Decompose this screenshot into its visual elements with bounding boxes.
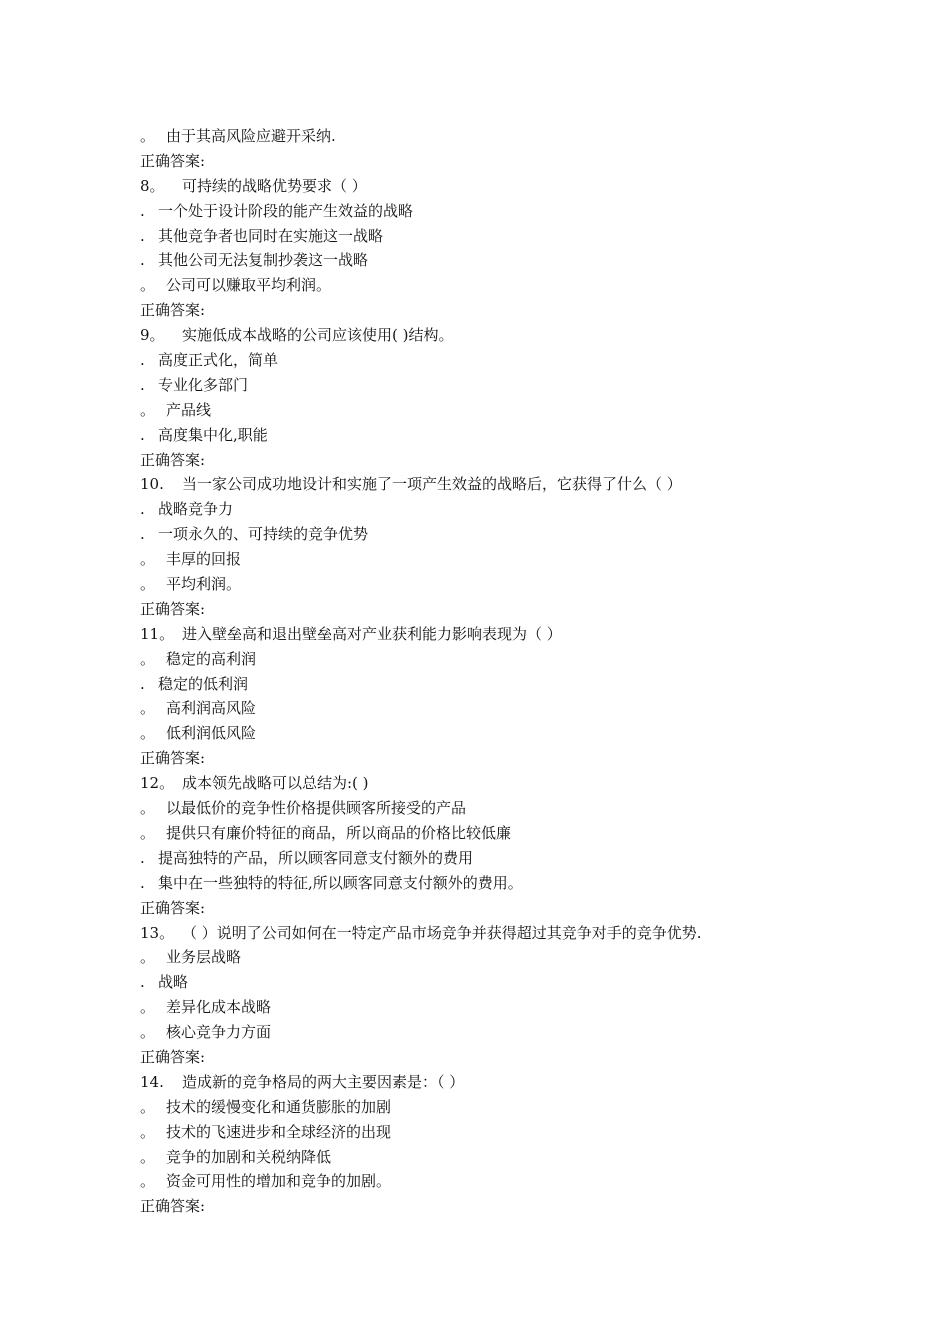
option-line (140, 522, 920, 547)
option-marker: 。 (140, 550, 156, 569)
option-line (140, 821, 920, 846)
option-text: 稳定的低利润 (158, 674, 249, 693)
option-line (140, 1120, 920, 1145)
question-text: 实施低成本战略的公司应该使用( )结构。 (182, 326, 454, 345)
option-text: 产品线 (166, 400, 212, 419)
option-text: 提供只有廉价特征的商品，所以商品的价格比较低廉 (166, 823, 512, 842)
option-text: 资金可用性的增加和竞争的加剧。 (166, 1172, 392, 1191)
option-marker: 。 (140, 400, 156, 419)
option-marker: 。 (140, 998, 156, 1017)
option-marker: 。 (140, 1147, 156, 1166)
option-line (140, 647, 920, 672)
option-marker: . (140, 500, 145, 519)
option-marker: . (140, 973, 145, 992)
question-number: 14. (140, 1072, 164, 1091)
question-text: 进入壁垒高和退出壁垒高对产业获利能力影响表现为（ ） (182, 624, 562, 643)
option-marker: . (140, 674, 145, 693)
option-line (140, 945, 920, 970)
option-text: 技术的飞速进步和全球经济的出现 (166, 1122, 392, 1141)
option-marker: . (140, 251, 145, 270)
answer-label: 正确答案: (140, 1197, 206, 1216)
option-line (140, 547, 920, 572)
option-text: 差异化成本战略 (166, 998, 272, 1017)
option-marker: 。 (140, 948, 156, 967)
question-line (140, 921, 920, 946)
option-line (140, 497, 920, 522)
option-text: 集中在一些独特的特征,所以顾客同意支付额外的费用。 (158, 873, 523, 892)
option-marker: . (140, 873, 145, 892)
option-marker: 。 (140, 127, 156, 145)
answer-label: 正确答案: (140, 1047, 206, 1066)
question-line (140, 472, 920, 497)
option-line (140, 199, 920, 224)
option-line (140, 1145, 920, 1170)
option-marker: . (140, 226, 145, 245)
question-block (140, 323, 920, 472)
option-marker: 。 (140, 724, 156, 743)
document-body (140, 124, 920, 1219)
question-line (140, 323, 920, 348)
option-line (140, 398, 920, 423)
answer-label: 正确答案: (140, 301, 206, 320)
question-number: 8。 (140, 176, 165, 195)
option-text: 以最低价的竞争性价格提供顾客所接受的产品 (166, 799, 467, 818)
answer-label: 正确答案: (140, 450, 206, 469)
option-line (140, 846, 920, 871)
option-text: 低利润低风险 (166, 724, 257, 743)
option-marker: 。 (140, 276, 156, 295)
option-marker: . (140, 425, 145, 444)
option-line (140, 696, 920, 721)
option-line (140, 1169, 920, 1194)
option-marker: . (140, 351, 145, 370)
question-number: 13。 (140, 923, 175, 942)
question-text: 可持续的战略优势要求（ ） (182, 176, 367, 195)
option-text: 技术的缓慢变化和通货膨胀的加剧 (166, 1097, 392, 1116)
question-block (140, 921, 920, 1070)
option-line (140, 273, 920, 298)
question-line (140, 174, 920, 199)
question-block (140, 472, 920, 621)
option-text: 高度集中化,职能 (158, 425, 268, 444)
option-text: 高度正式化，简单 (158, 351, 279, 370)
option-line (140, 995, 920, 1020)
option-text: 一项永久的、可持续的竞争优势 (158, 525, 369, 544)
option-text: 战略竞争力 (158, 500, 234, 519)
option-marker: . (140, 525, 145, 544)
question-block (140, 174, 920, 323)
option-marker: 。 (140, 1097, 156, 1116)
option-text: 平均利润。 (166, 575, 242, 594)
question-line (140, 771, 920, 796)
question-number: 11。 (140, 624, 175, 643)
option-text: 其他竞争者也同时在实施这一战略 (158, 226, 384, 245)
option-marker: 。 (140, 823, 156, 842)
option-line (140, 1095, 920, 1120)
option-text: 业务层战略 (166, 948, 242, 967)
option-marker: 。 (140, 649, 156, 668)
option-text: 公司可以赚取平均利润。 (166, 276, 332, 295)
option-line (140, 970, 920, 995)
option-marker: 。 (140, 1023, 156, 1042)
option-text: 竞争的加剧和关税纳降低 (166, 1147, 332, 1166)
option-marker: 。 (140, 575, 156, 594)
option-line (140, 248, 920, 273)
option-line (140, 423, 920, 448)
question-text: 造成新的竞争格局的两大主要因素是：（ ） (182, 1072, 465, 1091)
option-text: 核心竞争力方面 (166, 1023, 272, 1042)
option-line (140, 721, 920, 746)
option-marker: 。 (140, 1122, 156, 1141)
option-line (140, 672, 920, 697)
question-block (140, 124, 920, 174)
option-text: 由于其高风险应避开采纳. (166, 127, 336, 145)
option-text: 提高独特的产品，所以顾客同意支付额外的费用 (158, 848, 474, 867)
question-number: 9。 (140, 326, 165, 345)
question-line (140, 1070, 920, 1095)
answer-label: 正确答案: (140, 599, 206, 618)
option-marker: . (140, 848, 145, 867)
option-marker: . (140, 375, 145, 394)
option-text: 一个处于设计阶段的能产生效益的战略 (158, 201, 414, 220)
question-block (140, 1070, 920, 1219)
option-line (140, 796, 920, 821)
question-block (140, 622, 920, 771)
question-line (140, 622, 920, 647)
option-marker: 。 (140, 699, 156, 718)
option-marker: . (140, 201, 145, 220)
question-number: 12。 (140, 774, 175, 793)
question-number: 10. (140, 475, 164, 494)
answer-label: 正确答案: (140, 151, 206, 170)
question-block (140, 771, 920, 920)
answer-label: 正确答案: (140, 749, 206, 768)
option-text: 战略 (158, 973, 189, 992)
option-text: 高利润高风险 (166, 699, 257, 718)
option-text: 稳定的高利润 (166, 649, 257, 668)
option-line (140, 572, 920, 597)
option-text: 丰厚的回报 (166, 550, 242, 569)
question-text: （ ）说明了公司如何在一特定产品市场竞争并获得超过其竞争对手的竞争优势. (182, 923, 702, 942)
option-line (140, 124, 920, 149)
option-line (140, 871, 920, 896)
option-text: 其他公司无法复制抄袭这一战略 (158, 251, 369, 270)
option-line (140, 224, 920, 249)
option-line (140, 373, 920, 398)
answer-label: 正确答案: (140, 898, 206, 917)
question-text: 成本领先战略可以总结为:( ) (182, 774, 369, 793)
option-line (140, 348, 920, 373)
option-marker: 。 (140, 799, 156, 818)
option-text: 专业化多部门 (158, 375, 249, 394)
option-marker: 。 (140, 1172, 156, 1191)
question-text: 当一家公司成功地设计和实施了一项产生效益的战略后，它获得了什么（ ） (182, 475, 682, 494)
option-line (140, 1020, 920, 1045)
